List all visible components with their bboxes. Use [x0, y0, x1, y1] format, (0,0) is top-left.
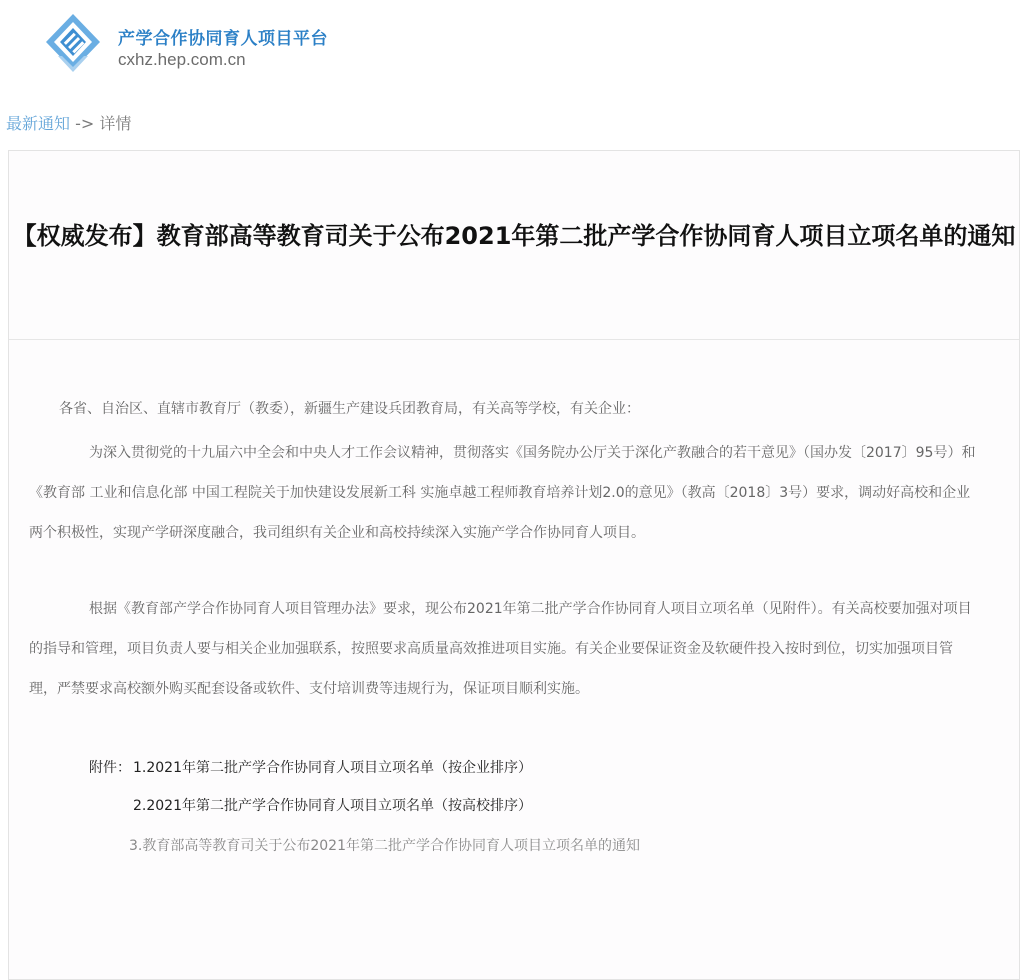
- site-name[interactable]: 产学合作协同育人项目平台: [118, 29, 328, 49]
- attachment-link-notice[interactable]: 3.教育部高等教育司关于公布2021年第二批产学合作协同育人项目立项名单的通知: [129, 838, 640, 854]
- attachment-link-by-university[interactable]: 2.2021年第二批产学合作协同育人项目立项名单（按高校排序）: [133, 798, 532, 814]
- hep-logo-icon[interactable]: [44, 12, 102, 78]
- site-header: [0, 0, 1024, 96]
- breadcrumb-separator: ->: [70, 114, 100, 133]
- article-title-area: [9, 151, 1019, 340]
- article-paragraph: 根据《教育部产学合作协同育人项目管理办法》要求，现公布2021年第二批产学合作协同育人项目立项名单（见附件）。有关高校要加强对项目的指导和管理，项目负责人要与相关企业加强联系，按照要求高质量高效推进项目实施。有关企业要保证资金及软硬件投入按时到位，切实加强项目管理，严禁要求高校额外购买配套设备或软件、支付培训费等违规行为，保证项目顺利实施。: [29, 601, 972, 697]
- attachment-link-by-company[interactable]: 1.2021年第二批产学合作协同育人项目立项名单（按企业排序）: [133, 760, 532, 776]
- article-paragraph: 为深入贯彻党的十九届六中全会和中央人才工作会议精神，贯彻落实《国务院办公厅关于深化产教融合的若干意见》（国办发〔2017〕95号）和《教育部 工业和信息化部 中国工程院关于加快建设发展新工科 实施卓越工程师教育培养计划2.0的意见》（教高〔2018〕3号）要求，调动好高校和企业两个积极性，实现产学研深度融合，我司组织有关企业和高校持续深入实施产学合作协同育人项目。: [29, 445, 976, 541]
- site-domain: cxhz.hep.com.cn: [118, 50, 246, 69]
- attachments-label: 附件：: [89, 760, 131, 776]
- breadcrumb-current: 详情: [99, 114, 132, 133]
- article-title: 【权威发布】教育部高等教育司关于公布2021年第二批产学合作协同育人项目立项名单的通知: [12, 222, 1016, 250]
- breadcrumb-link-latest-notices[interactable]: 最新通知: [6, 114, 71, 133]
- article-card: [8, 150, 1020, 980]
- breadcrumb: [6, 111, 131, 134]
- article-salutation: 各省、自治区、直辖市教育厅（教委），新疆生产建设兵团教育局，有关高等学校，有关企业：: [59, 401, 640, 417]
